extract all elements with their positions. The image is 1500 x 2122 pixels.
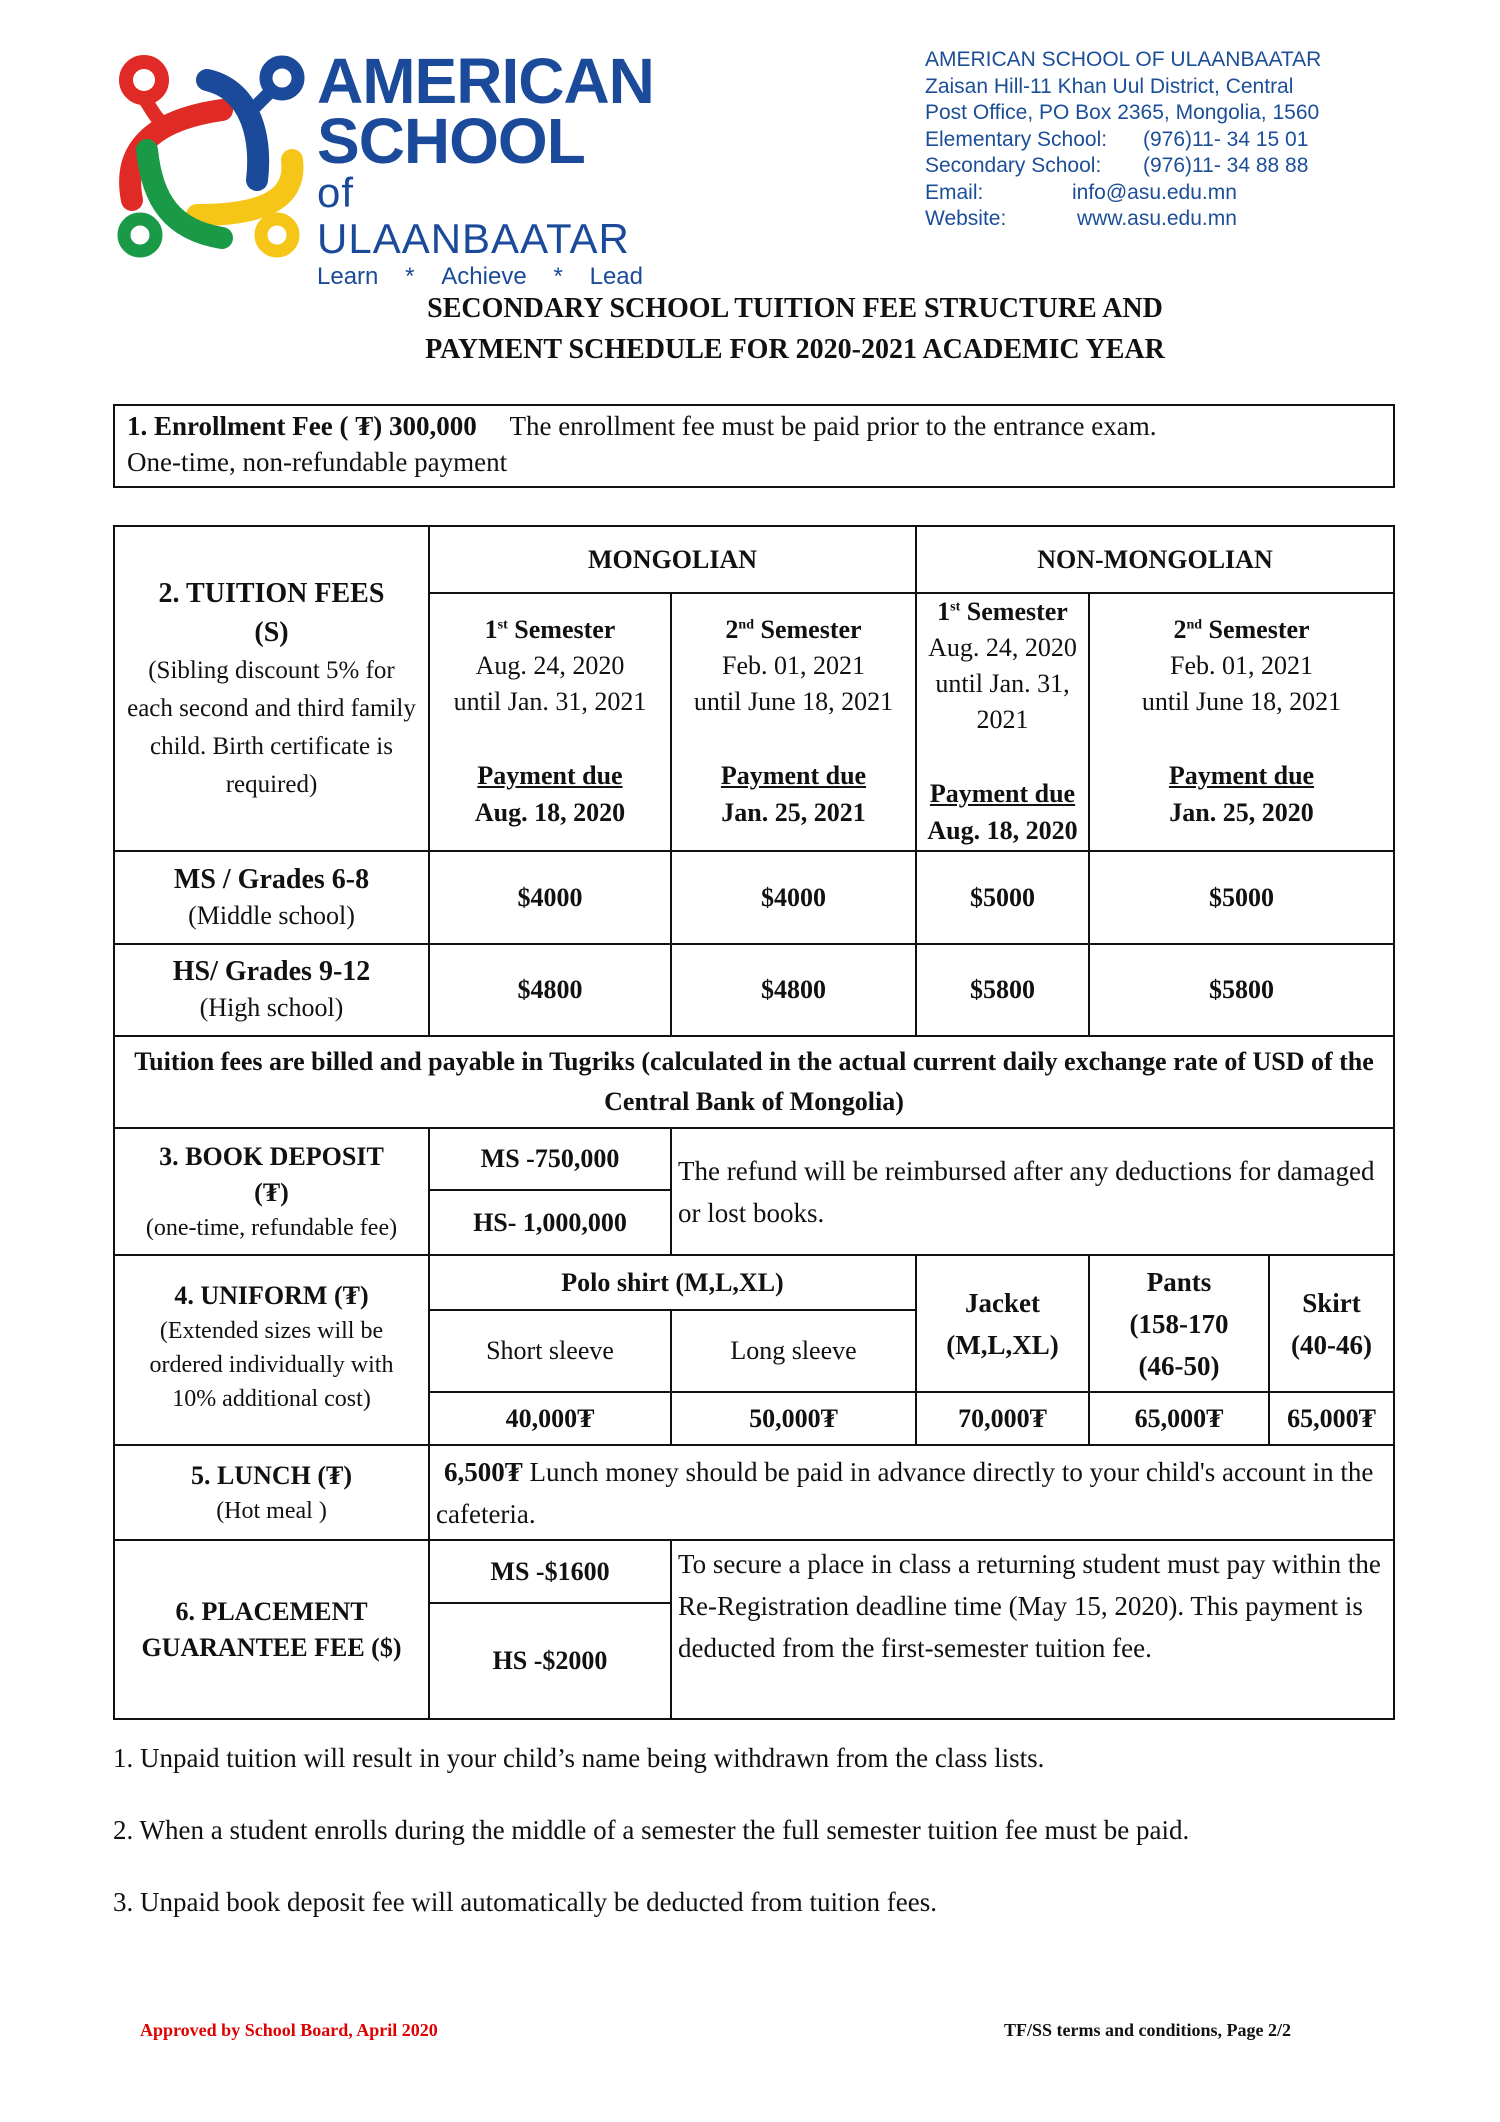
jacket-header: Jacket (M,L,XL) [916, 1255, 1089, 1392]
enrollment-line-2: One-time, non-refundable payment [127, 447, 508, 477]
elementary-label: Elementary School: [925, 127, 1108, 151]
email-row [925, 180, 1321, 207]
semester-start: Feb. 01, 2021 [722, 651, 865, 680]
title-line-1: SECONDARY SCHOOL TUITION FEE STRUCTURE AND [427, 293, 1163, 324]
tuition-row-hs [114, 944, 1394, 1036]
grade-label: MS / Grades 6-8 [173, 863, 370, 895]
tuition-section-title: 2. TUITION FEES [158, 577, 385, 609]
book-deposit-ms: MS -750,000 [429, 1128, 671, 1190]
fee-table [113, 525, 1395, 1720]
semester-start: Aug. 24, 2020 [928, 633, 1077, 662]
lunch-sub: (Hot meal ) [216, 1497, 327, 1524]
payment-due-date: Aug. 18, 2020 [927, 816, 1078, 845]
motto-separator: * [405, 263, 415, 290]
website-label: Website: [925, 207, 1007, 230]
price-pants: 65,000₮ [1089, 1392, 1269, 1445]
book-deposit-hs: HS- 1,000,000 [429, 1190, 671, 1255]
secondary-phone: (976)11- 34 88 88 [1143, 154, 1309, 177]
uniform-header-row [114, 1255, 1394, 1310]
title-line-2: PAYMENT SCHEDULE FOR 2020-2021 ACADEMIC YEAR [425, 334, 1165, 365]
enrollment-note: The enrollment fee must be paid prior to the entrance exam. [509, 411, 1157, 441]
semester-cell: 1st Semester Aug. 24, 2020 until Jan. 31, 2021 Payment due Aug. 18, 2020 [916, 593, 1089, 851]
school-logo [112, 45, 654, 290]
uniform-sub: (Extended sizes will be ordered individually with 10% additional cost) [149, 1318, 394, 1412]
website-row [925, 206, 1321, 233]
note-item: 3. Unpaid book deposit fee will automatically be deducted from tuition fees. [113, 1887, 938, 1917]
book-deposit-note: The refund will be reimbursed after any deductions for damaged or lost books. [671, 1128, 1394, 1255]
grade-level: (Middle school) [188, 900, 355, 930]
payment-due-label: Payment due [929, 779, 1076, 808]
motto-lead: Lead [589, 263, 643, 290]
note-item: 2. When a student enrolls during the middle of a semester the full semester tuition fee must be paid. [113, 1815, 1190, 1845]
book-deposit-label-cell [114, 1128, 429, 1255]
fee-cell: $5000 [916, 851, 1089, 944]
approval-note: Approved by School Board, April 2020 [140, 2020, 438, 2040]
placement-hs: HS -$2000 [429, 1603, 671, 1719]
semester-end: until Jan. 31, 2021 [935, 669, 1070, 734]
lunch-note: Lunch money should be paid in advance directly to your child's account in the cafeteria. [436, 1456, 1374, 1529]
semester-end: until June 18, 2021 [1141, 687, 1342, 716]
pants-header: Pants (158-170 (46-50) [1089, 1255, 1269, 1392]
enrollment-fee-label: 1. Enrollment Fee ( ₮) 300,000 [127, 411, 477, 441]
placement-note: To secure a place in class a returning student must pay within the Re-Registration deadline time (May 15, 2020). This payment is deducted from the first-semester tuition fee. [671, 1540, 1394, 1719]
placement-title-2: GUARANTEE FEE ($) [141, 1632, 402, 1662]
fee-cell: $4000 [429, 851, 671, 944]
uniform-label-cell [114, 1255, 429, 1445]
sibling-discount-note: (Sibling discount 5% for each second and third family child. Birth certificate is required) [127, 656, 416, 798]
payment-due-label: Payment due [477, 761, 623, 790]
elementary-phone-row [925, 127, 1321, 154]
fee-cell: $5800 [1089, 944, 1394, 1036]
book-deposit-currency: (₮) [254, 1177, 289, 1207]
short-sleeve-header: Short sleeve [429, 1310, 671, 1392]
book-deposit-row [114, 1128, 1394, 1190]
semester-cell: 2nd Semester Feb. 01, 2021 until June 18, 2021 Payment due Jan. 25, 2020 [1089, 593, 1394, 851]
secondary-label: Secondary School: [925, 154, 1102, 177]
logo-line-2: SCHOOL [317, 105, 585, 177]
lunch-label-cell [114, 1445, 429, 1540]
semester-start: Aug. 24, 2020 [475, 651, 625, 680]
semester-cell: 2nd Semester Feb. 01, 2021 until June 18, 2021 Payment due Jan. 25, 2021 [671, 593, 916, 851]
logo-line-3: of ULAANBAATAR [317, 169, 630, 262]
price-jacket: 70,000₮ [916, 1392, 1089, 1445]
grade-cell [114, 944, 429, 1036]
motto-separator: * [553, 263, 563, 290]
contact-block [925, 47, 1321, 233]
lunch-title: 5. LUNCH (₮) [190, 1460, 353, 1490]
fee-cell: $5000 [1089, 851, 1394, 944]
lunch-price: 6,500₮ [444, 1456, 523, 1487]
secondary-phone-row [925, 153, 1321, 180]
tuition-currency: (S) [254, 616, 289, 648]
document-title [0, 288, 1500, 370]
school-name: AMERICAN SCHOOL OF ULAANBAATAR [925, 48, 1322, 71]
exchange-rate-note: Tuition fees are billed and payable in Tugriks (calculated in the actual current daily exchange rate of USD of the Central Bank of Mongolia) [114, 1036, 1394, 1128]
motto-achieve: Achieve [441, 263, 527, 290]
elementary-phone: (976)11- 34 15 01 [1143, 127, 1309, 151]
placement-ms: MS -$1600 [429, 1540, 671, 1603]
fee-cell: $4800 [429, 944, 671, 1036]
price-long-sleeve: 50,000₮ [671, 1392, 916, 1445]
fee-cell: $5800 [916, 944, 1089, 1036]
payment-due-date: Jan. 25, 2021 [721, 798, 866, 827]
semester-start: Feb. 01, 2021 [1170, 651, 1313, 680]
logo-wordmark [317, 45, 654, 292]
price-skirt: 65,000₮ [1269, 1392, 1394, 1445]
price-short-sleeve: 40,000₮ [429, 1392, 671, 1445]
fee-cell: $4000 [671, 851, 916, 944]
grade-level: (High school) [199, 993, 344, 1022]
enrollment-fee-box [113, 404, 1395, 488]
lunch-note-cell [429, 1445, 1394, 1540]
payment-due-label: Payment due [1168, 761, 1315, 790]
address-line-2: Post Office, PO Box 2365, Mongolia, 1560 [925, 101, 1320, 124]
skirt-header: Skirt (40-46) [1269, 1255, 1394, 1392]
enrollment-line-1 [127, 408, 1393, 444]
placement-row [114, 1540, 1394, 1603]
group-header-mongolian: MONGOLIAN [429, 526, 916, 593]
email-label: Email: [925, 180, 984, 204]
semester-end: until Jan. 31, 2021 [453, 687, 647, 716]
uniform-title: 4. UNIFORM (₮) [174, 1281, 369, 1310]
lunch-row [114, 1445, 1394, 1540]
tuition-fees-label-cell [114, 526, 429, 851]
grade-cell [114, 851, 429, 944]
placement-label-cell [114, 1540, 429, 1719]
motto-learn: Learn [317, 263, 379, 290]
long-sleeve-header: Long sleeve [671, 1310, 916, 1392]
book-deposit-title: 3. BOOK DEPOSIT [159, 1141, 384, 1171]
payment-due-date: Aug. 18, 2020 [474, 798, 626, 827]
exchange-rate-note-row [114, 1036, 1394, 1128]
logo-line-1: AMERICAN [317, 45, 654, 117]
payment-due-date: Jan. 25, 2020 [1169, 798, 1314, 827]
book-deposit-sub: (one-time, refundable fee) [145, 1214, 398, 1241]
page-indicator: TF/SS terms and conditions, Page 2/2 [1004, 2020, 1292, 2040]
tuition-row-ms [114, 851, 1394, 944]
placement-title-1: 6. PLACEMENT [175, 1596, 368, 1626]
tuition-header-row [114, 526, 1394, 593]
semester-end: until June 18, 2021 [693, 687, 894, 716]
address-line-1: Zaisan Hill-11 Khan Uul District, Central [925, 74, 1294, 98]
people-circle-logo-icon [112, 50, 312, 260]
website-link[interactable]: www.asu.edu.mn [1077, 207, 1237, 230]
polo-shirt-header: Polo shirt (M,L,XL) [429, 1255, 916, 1310]
semester-cell: 1st Semester Aug. 24, 2020 until Jan. 31, 2021 Payment due Aug. 18, 2020 [429, 593, 671, 851]
note-item: 1. Unpaid tuition will result in your child’s name being withdrawn from the class lists. [113, 1743, 1045, 1773]
fee-cell: $4800 [671, 944, 916, 1036]
payment-due-label: Payment due [720, 761, 867, 790]
terms-notes [113, 1740, 1189, 1956]
group-header-non-mongolian: NON-MONGOLIAN [916, 526, 1394, 593]
email-link[interactable]: info@asu.edu.mn [1072, 180, 1237, 204]
grade-label: HS/ Grades 9-12 [172, 956, 371, 987]
